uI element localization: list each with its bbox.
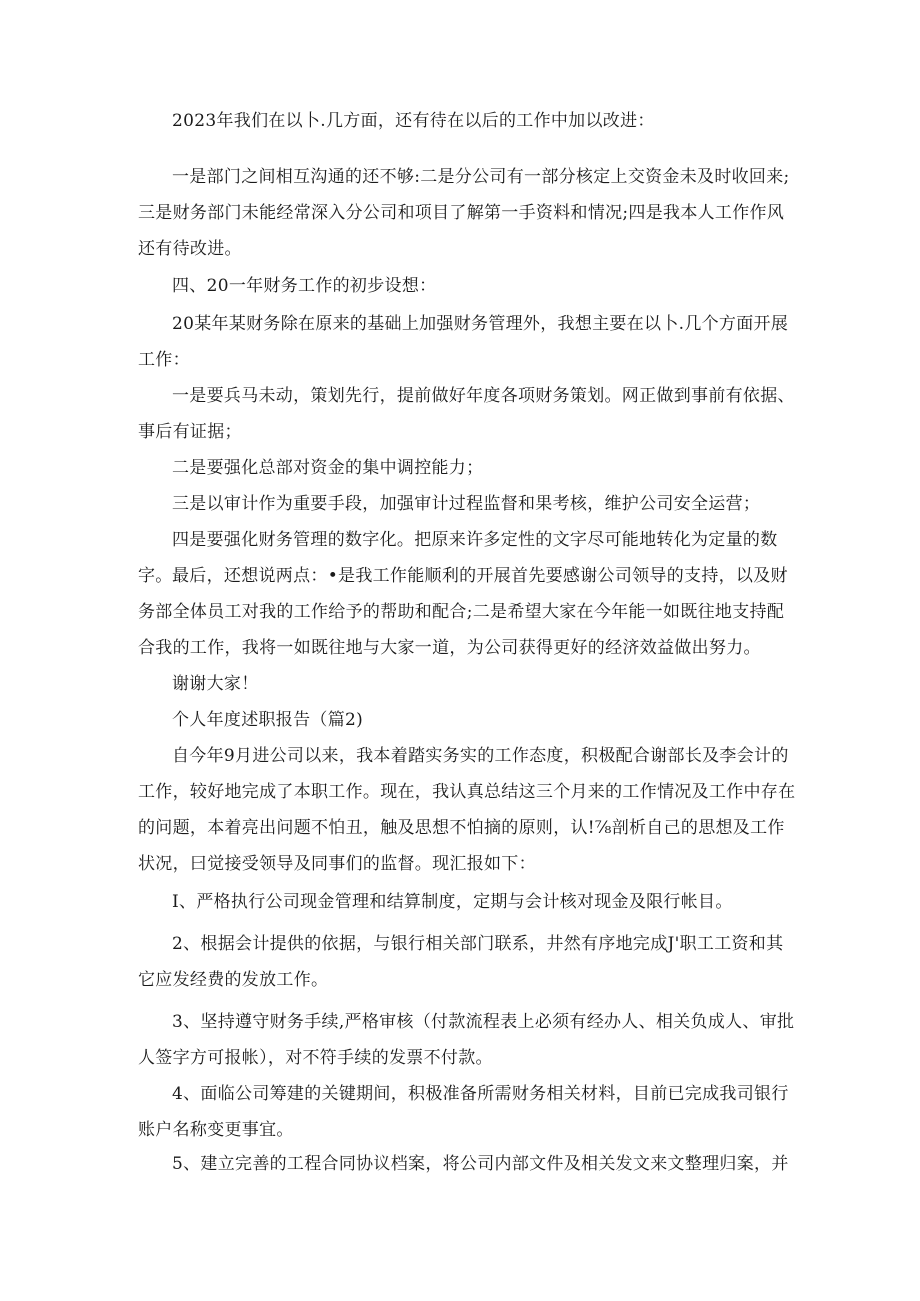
paragraph-plan-item-1: 一是要兵马未动，策划先行，提前做好年度各项财务策划。网正做到事前有依据、事后有证据； [138, 386, 795, 442]
paragraph-report-intro: 自今年9月进公司以来，我本着踏实务实的工作态度，积极配合谢部长及李会计的工作，较好地完成了本职工作。现在，我认真总结这三个月来的工作情况及工作中存在的问题，本着亮出问题不怕丑，触及思想不怕摘的原则，认!⅞剖析自己的思想及工作状况，曰觉接受领导及同事们的监督。现汇报如下： [138, 746, 796, 874]
paragraph-closing: 最后，还想说两点：•是我工作能顺利的开展首先要感谢公司领导的支持，以及财务部全体员工对我的工作给予的帮助和配合;二是希望大家在今年能一如既往地支持配合我的工作，我将一如既往地与大家一道，为公司获得更好的经济效益做出努力。 [138, 566, 788, 658]
paragraph-plan-item-2: 二是要强化总部对资金的集中调控能力； [172, 458, 484, 478]
paragraph-shortcomings: 一是部门之间相互沟通的还不够:二是分公司有一部分核定上交资金未及时收回来;三是财务部门未能经常深入分公司和项目了解第一手资料和情况;四是我本人工作作风还有待改进。 [138, 167, 790, 259]
list-item-1: I、严格执行公司现金管理和结算制度，定期与会计核对现金及限行帐目。 [172, 892, 733, 912]
list-item-3: 3、坚持遵守财务手续,严格审核（付款流程表上必须有经办人、相关负成人、审批人签字方可报帐），对不符手续的发票不付款。 [138, 1012, 795, 1068]
paragraph-plan-item-3: 三是以审计作为重要手段，加强审计过程监督和果考核，维护公司安全运营； [172, 494, 761, 514]
paragraph-plan-item-4: 四是要强化财务管理的数字化。把原来许多定性的文字尽可能地转化为定量的数字。 [138, 530, 778, 586]
paragraph-improvements-intro: 2023年我们在以卜.几方面，还有待在以后的工作中加以改进： [172, 111, 655, 131]
section-title-report-2: 个人年度述职报告（篇2) [172, 710, 364, 730]
paragraph-plan-intro: 20某年某财务除在原来的基础上加强财务管理外，我想主要在以卜.几个方面开展工作： [138, 314, 789, 370]
section-heading-plan: 四、20一年财务工作的初步设想： [172, 276, 437, 296]
paragraph-thanks: 谢谢大家！ [172, 674, 259, 694]
list-item-2: 2、根据会计提供的依据，与银行相关部门联系，井然有序地完成J'职工工资和其它应发经费的发放工作。 [138, 934, 784, 990]
list-item-5: 5、建立完善的工程合同协议档案，将公司内部文件及相关发文来文整理归案，并 [172, 1154, 789, 1174]
list-item-4: 4、面临公司筹建的关键期间，积极准备所需财务相关材料，目前已完成我司银行账户名称变更事宜。 [138, 1084, 789, 1140]
